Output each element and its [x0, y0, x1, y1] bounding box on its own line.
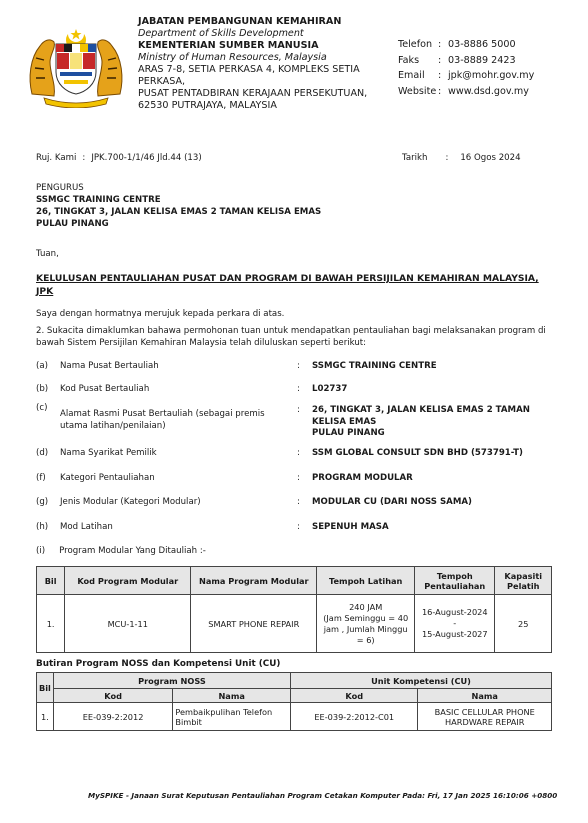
cell-bil: 1.: [37, 595, 65, 653]
contact-row-email: Email : jpk@mohr.gov.my: [398, 68, 534, 84]
recipient-line: PULAU PINANG: [36, 219, 109, 229]
date-line: Tarikh : 16 Ogos 2024: [402, 153, 521, 163]
cell-noss-kod: EE-039-2:2012: [53, 703, 172, 731]
subject-heading: KELULUSAN PENTAULIAHAN PUSAT DAN PROGRAM DI BAWAH PERSIJILAN KEMAHIRAN MALAYSIA, JPK: [36, 273, 539, 297]
ministry-name-english: Ministry of Human Resources, Malaysia: [138, 52, 327, 63]
contact-row-website: Website : www.dsd.gov.my: [398, 84, 534, 100]
program-table: [36, 566, 552, 653]
contact-label: Faks: [398, 54, 420, 66]
pentauliahan-start: 16-August-2024: [421, 607, 488, 617]
coat-of-arms-crest: [26, 28, 126, 108]
programs-label: Program Modular Yang Ditauliah :-: [59, 546, 206, 556]
salutation: Tuan,: [36, 249, 59, 259]
item-key: (g): [36, 497, 49, 507]
recipient-address: [36, 182, 321, 230]
recipient-line: SSMGC TRAINING CENTRE: [36, 195, 161, 205]
contact-block: [398, 37, 534, 99]
column-header: Kapasiti Pelatih: [495, 567, 552, 595]
letterhead: [138, 16, 388, 112]
column-header: Nama Program Modular: [191, 567, 317, 595]
item-value: PROGRAM MODULAR: [312, 473, 413, 483]
cell-noss-nama: Pembaikpulihan Telefon Bimbit: [173, 703, 291, 731]
item-key: (c): [36, 403, 48, 413]
column-header: Bil: [37, 673, 54, 703]
item-label: Jenis Modular (Kategori Modular): [60, 497, 201, 507]
item-key: (b): [36, 384, 49, 394]
column-header: Nama: [418, 689, 552, 703]
agency-name-english: Department of Skills Development: [138, 28, 304, 39]
recipient-line: 26, TINGKAT 3, JALAN KELISA EMAS 2 TAMAN KELISA EMAS: [36, 207, 322, 217]
address-line: 62530 PUTRAJAYA, MALAYSIA: [138, 100, 277, 111]
table-row: [37, 703, 552, 731]
address-line: PERKASA,: [138, 76, 186, 87]
item-label: Kategori Pentauliahan: [60, 473, 155, 483]
noss-table: [36, 672, 552, 731]
address-line: ARAS 7-8, SETIA PERKASA 4, KOMPLEKS SETIA: [138, 64, 360, 75]
item-key: (d): [36, 448, 49, 458]
program-table-header: [37, 567, 552, 595]
noss-table-title: Butiran Program NOSS dan Kompetensi Unit (CU): [36, 659, 281, 669]
date-value: 16 Ogos 2024: [460, 153, 521, 163]
column-header: Kod: [291, 689, 418, 703]
date-label: Tarikh: [402, 153, 428, 163]
paragraph-1: Saya dengan hormatnya merujuk kepada perkara di atas.: [36, 309, 285, 319]
reference-value: JPK.700-1/1/46 Jld.44 (13): [91, 153, 202, 163]
noss-table-group-header: [37, 673, 552, 689]
contact-row-faks: Faks : 03-8889 2423: [398, 53, 534, 69]
item-label: Mod Latihan: [60, 522, 113, 532]
item-label: Alamat Rasmi Pusat Bertauliah (sebagai premis utama latihan/penilaian): [60, 409, 265, 431]
agency-name: JABATAN PEMBANGUNAN KEMAHIRAN: [138, 16, 342, 27]
item-label: Kod Pusat Bertauliah: [60, 384, 150, 394]
contact-label: Website: [398, 85, 437, 97]
item-value: L02737: [312, 384, 348, 394]
pentauliahan-end: 15-August-2027: [421, 629, 488, 639]
contact-row-telefon: Telefon : 03-8886 5000: [398, 37, 534, 53]
cell-nama-program: SMART PHONE REPAIR: [191, 595, 317, 653]
contact-email-link[interactable]: jpk@mohr.gov.my: [448, 70, 535, 81]
ministry-name: KEMENTERIAN SUMBER MANUSIA: [138, 40, 319, 51]
pentauliahan-separator: -: [453, 618, 457, 628]
item-value: 26, TINGKAT 3, JALAN KELISA EMAS 2 TAMAN KELISA EMAS PULAU PINANG: [312, 405, 530, 438]
column-header: Tempoh Pentauliahan: [415, 567, 495, 595]
reference-line: Ruj. Kami : JPK.700-1/1/46 Jld.44 (13): [36, 153, 202, 163]
print-footer: MySPIKE - Janaan Surat Keputusan Pentauliahan Program Cetakan Komputer Pada: Fri, 17 Jan 2025 16:10:06 +0800: [88, 791, 558, 800]
column-header: Kod Program Modular: [65, 567, 191, 595]
column-header: Bil: [37, 567, 65, 595]
item-value: SEPENUH MASA: [312, 522, 389, 532]
cell-cu-nama: BASIC CELLULAR PHONE HARDWARE REPAIR: [418, 703, 552, 731]
item-label: Nama Pusat Bertauliah: [60, 361, 159, 371]
cell-tempoh-latihan: 240 JAM (Jam Seminggu = 40 jam , Jumlah Minggu = 6): [317, 595, 415, 653]
contact-website-link[interactable]: www.dsd.gov.my: [448, 85, 529, 97]
programs-key: (i): [36, 546, 46, 556]
table-row: [37, 595, 552, 653]
item-label: Nama Syarikat Pemilik: [60, 448, 157, 458]
contact-value: 03-8889 2423: [448, 54, 516, 66]
contact-label: Email: [398, 70, 425, 81]
item-value: SSM GLOBAL CONSULT SDN BHD (573791-T): [312, 448, 523, 458]
reference-label: Ruj. Kami: [36, 153, 77, 163]
address-line: PUSAT PENTADBIRAN KERAJAAN PERSEKUTUAN,: [138, 88, 368, 99]
cell-kapasiti: 25: [495, 595, 552, 653]
item-value: MODULAR CU (DARI NOSS SAMA): [312, 497, 472, 507]
column-header: Tempoh Latihan: [317, 567, 415, 595]
column-header: Nama: [173, 689, 291, 703]
cell-bil: 1.: [37, 703, 54, 731]
contact-label: Telefon: [398, 39, 433, 50]
cell-tempoh-pentauliahan: [415, 595, 495, 653]
cell-cu-kod: EE-039-2:2012-C01: [291, 703, 418, 731]
contact-value: 03-8886 5000: [448, 39, 516, 50]
paragraph-2: 2. Sukacita dimaklumkan bahawa permohonan tuan untuk mendapatkan pentauliahan bagi melaksanakan program di bawah Sistem Persijilan Kemahiran Malaysia telah diluluskan seperti berikut:: [36, 326, 546, 348]
item-value: SSMGC TRAINING CENTRE: [312, 361, 437, 371]
programs-heading: [36, 546, 206, 556]
column-group-header: Program NOSS: [53, 673, 290, 689]
item-key: (f): [36, 473, 46, 483]
item-key: (h): [36, 522, 49, 532]
noss-table-sub-header: [37, 689, 552, 703]
cell-kod-program: MCU-1-11: [65, 595, 191, 653]
recipient-title: PENGURUS: [36, 183, 84, 193]
item-key: (a): [36, 361, 48, 371]
column-group-header: Unit Kompetensi (CU): [291, 673, 552, 689]
column-header: Kod: [53, 689, 172, 703]
